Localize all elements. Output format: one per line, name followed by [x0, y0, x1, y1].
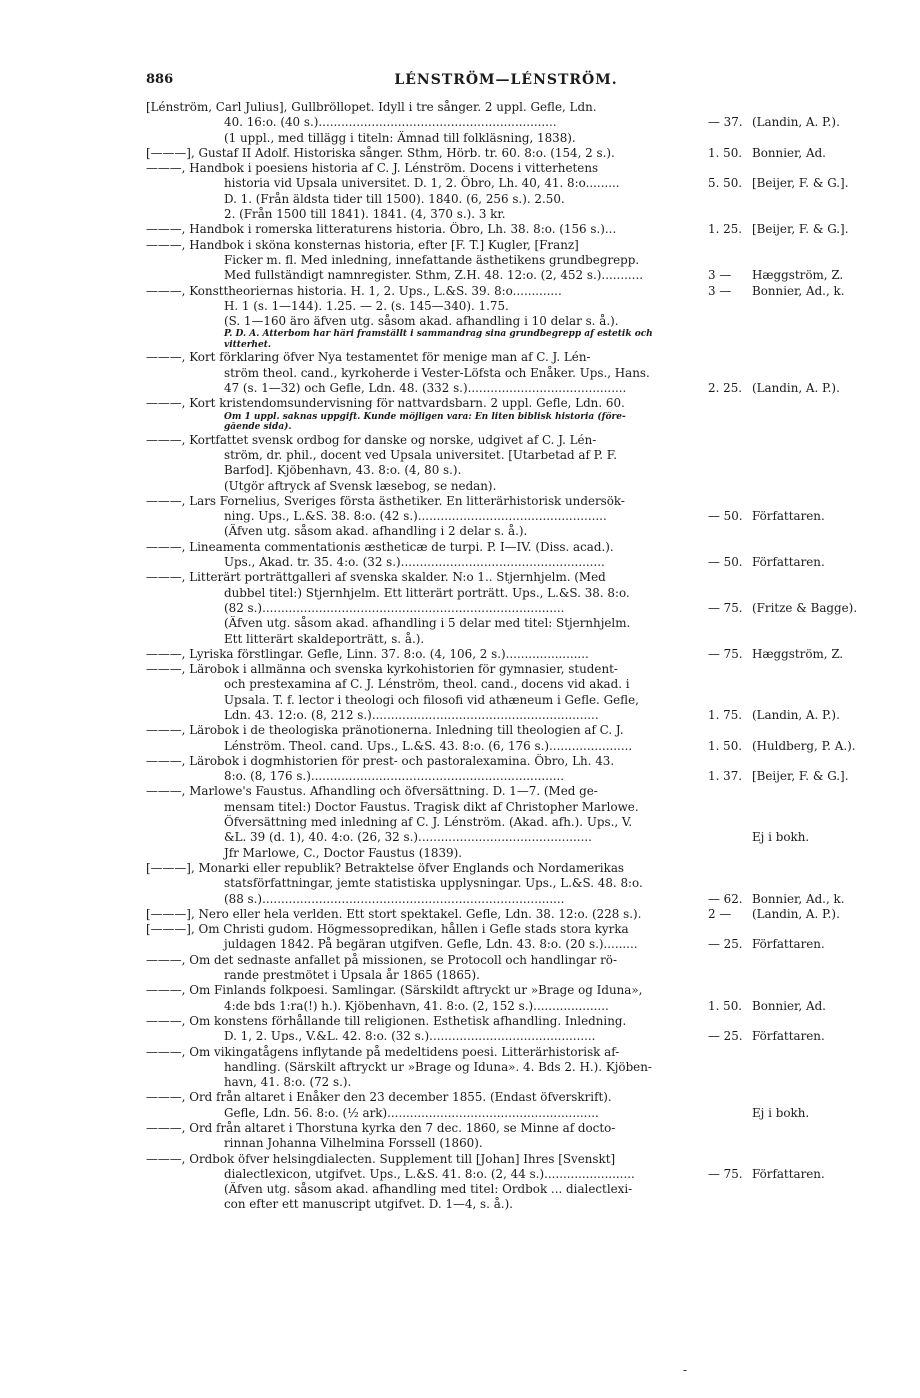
- entry-continuation-line: ning. Ups., L.&S. 38. 8:o. (42 s.)..................................................: [224, 509, 607, 524]
- entry-continuation-line: Ficker m. fl. Med inledning, innefattande ästhetikens grundbegrepp.: [224, 252, 640, 267]
- catalog-entry: [146, 494, 868, 540]
- price-publisher: [708, 708, 868, 723]
- entry-heading-line: ———, Handbok i sköna konsternas historia, efter [F. T.] Kugler, [Franz]: [146, 237, 579, 252]
- entry-price: — 75.: [708, 1166, 743, 1181]
- entry-note: P. D. A. Atterbom har häri framställt i sammandrag sina grundbegrepp af estetik och: [224, 329, 653, 340]
- price-publisher: [708, 1029, 868, 1044]
- catalog-entry: [146, 983, 868, 1014]
- entry-continuation-line: (Äfven utg. såsom akad. afhandling i 5 delar med titel: Stjernhjelm.: [224, 616, 631, 631]
- entry-price: — 75.: [708, 600, 743, 615]
- entry-publisher: Bonnier, Ad.: [752, 145, 826, 160]
- entry-continuation-line: Gefle, Ldn. 56. 8:o. (½ ark)........................................................: [224, 1105, 599, 1120]
- entry-price: — 37.: [708, 115, 743, 130]
- entry-continuation-line: 4:de bds 1:ra(!) h.). Kjöbenhavn, 41. 8:o. (2, 152 s.)....................: [224, 998, 609, 1013]
- entry-publisher: [Beijer, F. & G.].: [752, 222, 849, 237]
- entry-heading-line: ———, Lärobok i de theologiska pränotionerna. Inledning till theologien af C. J.: [146, 723, 624, 738]
- entry-continuation-line: Barfod]. Kjöbenhavn, 43. 8:o. (4, 80 s.).: [224, 463, 462, 478]
- entry-note: gående sida).: [224, 422, 292, 433]
- entry-continuation-line: Ups., Akad. tr. 35. 4:o. (32 s.)......................................................: [224, 555, 605, 570]
- entry-heading-line: [———], Nero eller hela verlden. Ett stort spektakel. Gefle, Ldn. 38. 12:o. (228 s.).: [146, 906, 642, 921]
- entry-continuation-line: D. 1, 2. Ups., V.&L. 42. 8:o. (32 s.)............................................: [224, 1029, 596, 1044]
- entry-note: Om 1 uppl. saknas uppgift. Kunde möjligen vara: En liten biblisk historia (före-: [224, 411, 626, 422]
- entry-publisher: Ej i bokh.: [752, 1105, 810, 1120]
- entry-publisher: Hæggström, Z.: [752, 646, 844, 661]
- entry-publisher: [Beijer, F. & G.].: [752, 769, 849, 784]
- entry-heading-line: ———, Handbok i poesiens historia af C. J. Lénström. Docens i vitterhetens: [146, 161, 599, 176]
- entry-continuation-line: statsförfattningar, jemte statistiska upplysningar. Ups., L.&S. 48. 8:o.: [224, 876, 643, 891]
- price-publisher: [708, 284, 868, 299]
- price-publisher: [708, 1167, 868, 1182]
- price-publisher: [708, 268, 868, 283]
- catalog-entry: [146, 238, 868, 284]
- price-publisher: [708, 830, 868, 845]
- price-publisher: [708, 739, 868, 754]
- entry-heading-line: ———, Om det sednaste anfallet på missionen, se Protocoll och handlingar rö-: [146, 952, 617, 967]
- price-publisher: [708, 601, 868, 616]
- catalog-entry: [146, 1121, 868, 1152]
- price-publisher: [708, 555, 868, 570]
- entry-continuation-line: ström, dr. phil., docent ved Upsala universitet. [Utarbetad af P. F.: [224, 447, 617, 462]
- entry-publisher: Författaren.: [752, 555, 825, 570]
- price-publisher: [708, 176, 868, 191]
- entry-continuation-line: D. 1. (Från äldsta tider till 1500). 1840. (6, 256 s.). 2.50.: [224, 191, 565, 206]
- catalog-entry: [146, 161, 868, 222]
- catalog-entry: [146, 1152, 868, 1213]
- entry-heading-line: ———, Marlowe's Faustus. Afhandling och öfversättning. D. 1—7. (Med ge-: [146, 784, 598, 799]
- entry-continuation-line: Lénström. Theol. cand. Ups., L.&S. 43. 8:o. (6, 176 s.)......................: [224, 738, 633, 753]
- catalog-entry: [146, 861, 868, 907]
- entry-heading-line: ———, Om vikingatågens inflytande på medeltidens poesi. Litterärhistorisk af-: [146, 1044, 620, 1059]
- entry-price: 1. 75.: [708, 707, 743, 722]
- entry-heading-line: ———, Litterärt porträttgalleri af svenska skalder. N:o 1.. Stjernhjelm. (Med: [146, 570, 606, 585]
- entry-continuation-line: 8:o. (8, 176 s.)...................................................................: [224, 769, 565, 784]
- entry-heading-line: ———, Om konstens förhållande till religionen. Esthetisk afhandling. Inledning.: [146, 1013, 627, 1028]
- entry-price: 2 —: [708, 906, 732, 921]
- entry-continuation-line: dialectlexicon, utgifvet. Ups., L.&S. 41. 8:o. (2, 44 s.)........................: [224, 1166, 635, 1181]
- entry-heading-line: ———, Lärobok i dogmhistorien för prest- och pastoralexamina. Öbro, Lh. 43.: [146, 753, 615, 768]
- entry-publisher: Författaren.: [752, 509, 825, 524]
- entry-continuation-line: Upsala. T. f. lector i theologi och filosofi vid athæneum i Gefle. Gefle,: [224, 692, 639, 707]
- catalog-entry: [146, 540, 868, 571]
- entry-publisher: Bonnier, Ad., k.: [752, 283, 845, 298]
- catalog-entry: [146, 1045, 868, 1091]
- price-publisher: [708, 937, 868, 952]
- entry-publisher: (Landin, A. P.).: [752, 707, 840, 722]
- catalog-entry: [146, 146, 868, 161]
- price-publisher: [708, 907, 868, 922]
- entry-continuation-line: och prestexamina af C. J. Lénström, theol. cand., docens vid akad. i: [224, 677, 630, 692]
- entry-continuation-line: Med fullständigt namnregister. Sthm, Z.H. 48. 12:o. (2, 452 s.)...........: [224, 268, 643, 283]
- catalog-entry: [146, 350, 868, 396]
- entry-continuation-line: &L. 39 (d. 1), 40. 4:o. (26, 32 s.)..............................................: [224, 830, 592, 845]
- entry-heading-line: ———, Handbok i romerska litteraturens historia. Öbro, Lh. 38. 8:o. (156 s.)...: [146, 222, 617, 237]
- price-publisher: [708, 146, 868, 161]
- entry-heading-line: ———, Konsttheoriernas historia. H. 1, 2. Ups., L.&S. 39. 8:o.............: [146, 283, 562, 298]
- entry-continuation-line: rande prestmötet i Upsala år 1865 (1865).: [224, 968, 480, 983]
- catalog-entry: [146, 784, 868, 860]
- entry-heading-line: [Lénström, Carl Julius], Gullbröllopet. Idyll i tre sånger. 2 uppl. Gefle, Ldn.: [146, 100, 597, 114]
- catalog-entry: [146, 100, 868, 146]
- entry-price: — 75.: [708, 646, 743, 661]
- catalog-entry: [146, 647, 868, 662]
- entry-price: 1. 50.: [708, 145, 743, 160]
- page-header: [146, 72, 866, 94]
- entry-continuation-line: 2. (Från 1500 till 1841). 1841. (4, 370 s.). 3 kr.: [224, 207, 506, 222]
- entry-continuation-line: dubbel titel:) Stjernhjelm. Ett litterärt porträtt. Ups., L.&S. 38. 8:o.: [224, 585, 630, 600]
- entry-list: [146, 100, 868, 1213]
- entry-publisher: (Landin, A. P.).: [752, 115, 840, 130]
- entry-heading-line: ———, Ord från altaret i Enåker den 23 december 1855. (Endast öfverskrift).: [146, 1090, 612, 1105]
- entry-continuation-line: (Utgör aftryck af Svensk læsebog, se nedan).: [224, 478, 497, 493]
- entry-continuation-line: ström theol. cand., kyrkoherde i Vester-Löfsta och Enåker. Ups., Hans.: [224, 365, 650, 380]
- entry-continuation-line: Öfversättning med inledning af C. J. Lénström. (Akad. afh.). Ups., V.: [224, 815, 633, 830]
- price-publisher: [708, 769, 868, 784]
- entry-publisher: (Huldberg, P. A.).: [752, 738, 856, 753]
- entry-heading-line: [———], Gustaf II Adolf. Historiska sånger. Sthm, Hörb. tr. 60. 8:o. (154, 2 s.).: [146, 145, 615, 160]
- entry-continuation-line: (82 s.)................................................................................: [224, 600, 565, 615]
- entry-price: 3 —: [708, 268, 732, 283]
- page-number: 886: [146, 72, 174, 87]
- entry-heading-line: ———, Lineamenta commentationis æstheticæ de turpi. P. I—IV. (Diss. acad.).: [146, 539, 614, 554]
- entry-continuation-line: mensam titel:) Doctor Faustus. Tragisk dikt af Christopher Marlowe.: [224, 799, 639, 814]
- price-publisher: [708, 222, 868, 237]
- entry-publisher: Bonnier, Ad.: [752, 998, 826, 1013]
- entry-continuation-line: Ldn. 43. 12:o. (8, 212 s.)............................................................: [224, 707, 599, 722]
- price-publisher: [708, 647, 868, 662]
- entry-publisher: Hæggström, Z.: [752, 268, 844, 283]
- price-publisher: [708, 115, 868, 130]
- entry-heading-line: ———, Lärobok i allmänna och svenska kyrkohistorien för gymnasier, student-: [146, 662, 618, 677]
- catalog-entry: [146, 1090, 868, 1121]
- entry-continuation-line: con efter ett manuscript utgifvet. D. 1—4, s. å.).: [224, 1197, 513, 1212]
- price-publisher: [708, 509, 868, 524]
- entry-heading-line: [———], Om Christi gudom. Högmessopredikan, hållen i Gefle stads stora kyrka: [146, 922, 629, 937]
- entry-price: — 25.: [708, 937, 743, 952]
- entry-heading-line: [———], Monarki eller republik? Betraktelse öfver Englands och Nordamerikas: [146, 860, 625, 875]
- entry-continuation-line: (Äfven utg. såsom akad. afhandling i 2 delar s. å.).: [224, 524, 528, 539]
- entry-publisher: Författaren.: [752, 1166, 825, 1181]
- price-publisher: [708, 892, 868, 907]
- entry-heading-line: ———, Kort förklaring öfver Nya testamentet för menige man af C. J. Lén-: [146, 350, 591, 365]
- catalog-entry: [146, 570, 868, 646]
- entry-price: 2. 25.: [708, 381, 743, 396]
- entry-heading-line: ———, Kortfattet svensk ordbog for danske og norske, udgivet af C. J. Lén-: [146, 432, 597, 447]
- price-publisher: [708, 381, 868, 396]
- catalog-entry: [146, 907, 868, 922]
- entry-price: — 62.: [708, 891, 743, 906]
- catalog-entry: [146, 396, 868, 432]
- entry-publisher: Författaren.: [752, 1029, 825, 1044]
- catalog-entry: [146, 284, 868, 351]
- entry-publisher: (Landin, A. P.).: [752, 906, 840, 921]
- running-title: LÉNSTRÖM—LÉNSTRÖM.: [394, 72, 618, 88]
- price-publisher: [708, 999, 868, 1014]
- entry-publisher: (Landin, A. P.).: [752, 381, 840, 396]
- entry-price: 1. 50.: [708, 998, 743, 1013]
- entry-price: 1. 37.: [708, 769, 743, 784]
- entry-publisher: Bonnier, Ad., k.: [752, 891, 845, 906]
- entry-publisher: Författaren.: [752, 937, 825, 952]
- entry-continuation-line: rinnan Johanna Vilhelmina Forssell (1860).: [224, 1136, 483, 1151]
- entry-publisher: (Fritze & Bagge).: [752, 600, 858, 615]
- entry-heading-line: ———, Ordbok öfver helsingdialecten. Supplement till [Johan] Ihres [Svenskt]: [146, 1151, 616, 1166]
- entry-heading-line: ———, Ord från altaret i Thorstuna kyrka den 7 dec. 1860, se Minne af docto-: [146, 1121, 616, 1135]
- catalog-entry: [146, 754, 868, 785]
- price-publisher: [708, 1106, 868, 1121]
- entry-heading-line: ———, Om Finlands folkpoesi. Samlingar. (Särskildt aftryckt ur »Brage og Iduna»,: [146, 983, 643, 998]
- entry-continuation-line: (S. 1—160 äro äfven utg. såsom akad. afhandling i 10 delar s. å.).: [224, 314, 619, 329]
- entry-continuation-line: 40. 16:o. (40 s.)...............................................................: [224, 115, 557, 130]
- entry-price: 5. 50.: [708, 176, 743, 191]
- catalog-entry: [146, 1014, 868, 1045]
- entry-continuation-line: handling. (Särskilt aftryckt ur »Brage og Iduna». 4. Bds 2. H.). Kjöben-: [224, 1059, 652, 1074]
- entry-heading-line: ———, Lars Fornelius, Sveriges första ästhetiker. En litterärhistorisk undersök-: [146, 493, 625, 508]
- entry-publisher: Ej i bokh.: [752, 830, 810, 845]
- entry-continuation-line: (1 uppl., med tillägg i titeln: Ämnad till folkläsning, 1838).: [224, 130, 576, 145]
- catalog-entry: [146, 953, 868, 984]
- entry-heading-line: ———, Lyriska förstlingar. Gefle, Linn. 37. 8:o. (4, 106, 2 s.)......................: [146, 646, 589, 661]
- entry-price: — 25.: [708, 1029, 743, 1044]
- entry-price: — 50.: [708, 509, 743, 524]
- entry-continuation-line: havn, 41. 8:o. (72 s.).: [224, 1075, 352, 1090]
- entry-continuation-line: historia vid Upsala universitet. D. 1, 2. Öbro, Lh. 40, 41. 8:o.........: [224, 176, 620, 191]
- entry-continuation-line: Jfr Marlowe, C., Doctor Faustus (1839).: [224, 845, 463, 860]
- entry-price: 3 —: [708, 283, 732, 298]
- catalog-entry: [146, 433, 868, 494]
- entry-price: 1. 25.: [708, 222, 743, 237]
- margin-mark: -: [683, 1363, 688, 1377]
- entry-continuation-line: juldagen 1842. På begäran utgifven. Gefle, Ldn. 43. 8:o. (20 s.).........: [224, 937, 638, 952]
- catalog-entry: [146, 723, 868, 754]
- catalog-entry: [146, 222, 868, 237]
- entry-note: vitterhet.: [224, 339, 271, 350]
- entry-price: — 50.: [708, 555, 743, 570]
- entry-continuation-line: Ett litterärt skaldeporträtt, s. å.).: [224, 631, 425, 646]
- entry-continuation-line: (88 s.)................................................................................: [224, 891, 565, 906]
- entry-continuation-line: 47 (s. 1—32) och Gefle, Ldn. 48. (332 s.)..........................................: [224, 381, 627, 396]
- entry-heading-line: ———, Kort kristendomsundervisning för nattvardsbarn. 2 uppl. Gefle, Ldn. 60.: [146, 396, 625, 411]
- catalog-entry: [146, 662, 868, 723]
- catalog-entry: [146, 922, 868, 953]
- entry-price: 1. 50.: [708, 738, 743, 753]
- entry-continuation-line: (Äfven utg. såsom akad. afhandling med titel: Ordbok ... dialectlexi-: [224, 1182, 633, 1197]
- entry-publisher: [Beijer, F. & G.].: [752, 176, 849, 191]
- entry-continuation-line: H. 1 (s. 1—144). 1.25. — 2. (s. 145—340). 1.75.: [224, 298, 509, 313]
